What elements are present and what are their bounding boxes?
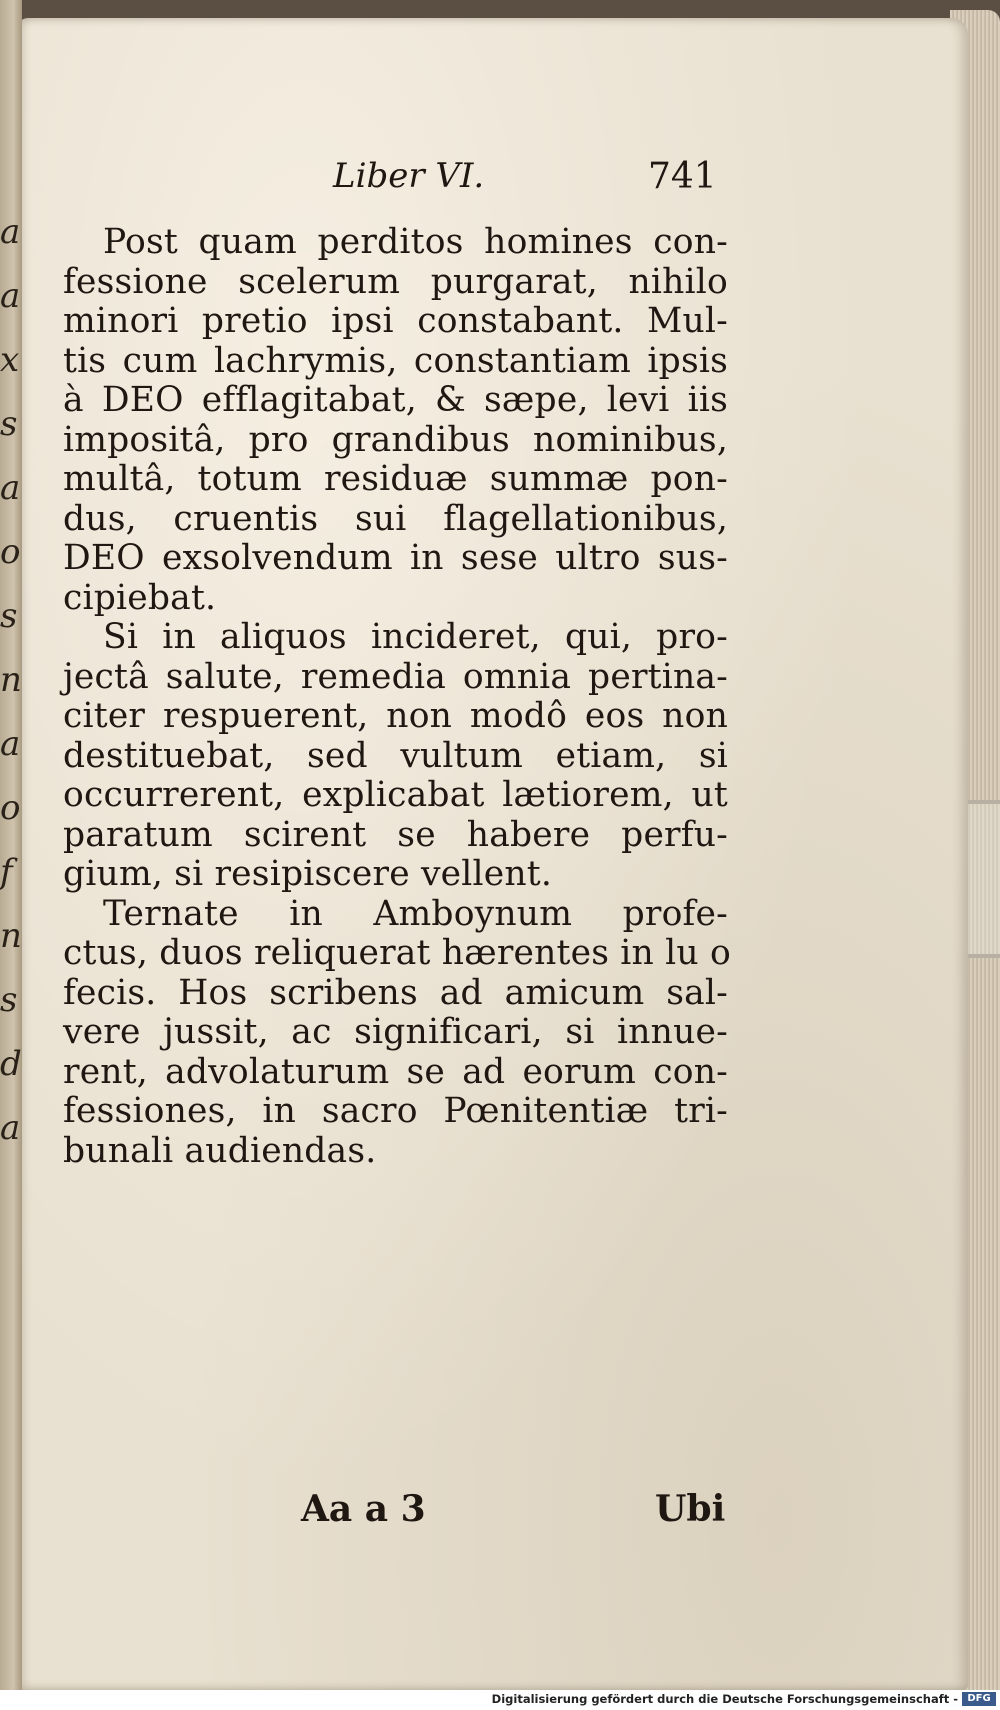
adjacent-page-fragment: s bbox=[0, 980, 18, 1020]
text-line: fecis. Hos scribens ad amicum sal- bbox=[63, 972, 728, 1013]
text-line: bunali audiendas. bbox=[63, 1130, 377, 1171]
adjacent-page-text bbox=[0, 200, 22, 1200]
adjacent-page-fragment: n bbox=[0, 660, 22, 700]
body-text bbox=[63, 222, 731, 1171]
text-line: dus, cruentis sui flagellationibus, bbox=[63, 498, 728, 539]
text-line: jectâ salute, remedia omnia pertina- bbox=[63, 656, 728, 697]
dfg-logo: DFG bbox=[962, 1692, 996, 1706]
text-line: tis cum lachrymis, constantiam ipsis bbox=[63, 340, 728, 381]
adjacent-page-fragment: a bbox=[0, 212, 21, 252]
adjacent-page-fragment: s bbox=[0, 404, 18, 444]
book-page bbox=[18, 18, 968, 1690]
text-line: à DEO efflagitabat, & sæpe, levi iis bbox=[63, 380, 728, 420]
adjacent-page-fragment: n bbox=[0, 916, 22, 956]
text-line: citer respuerent, non modô eos non bbox=[63, 696, 728, 736]
text-line: multâ, totum residuæ summæ pon- bbox=[63, 459, 728, 499]
text-line: occurrerent, explicabat lætiorem, ut bbox=[63, 775, 728, 815]
page-number: 741 bbox=[648, 156, 717, 197]
running-title: Liber VI. bbox=[333, 156, 485, 196]
adjacent-page-fragment: f bbox=[0, 852, 13, 892]
page-header bbox=[18, 156, 968, 206]
text-line: paratum scirent se habere perfu- bbox=[63, 814, 728, 855]
text-line: cipiebat. bbox=[63, 577, 217, 618]
text-line: destituebat, sed vultum etiam, si bbox=[63, 735, 728, 776]
scan-credit: Digitalisierung gefördert durch die Deutsche Forschungsgemeinschaft - bbox=[491, 1692, 958, 1706]
text-line: gium, si resipiscere vellent. bbox=[63, 854, 553, 894]
signature-mark: Aa a 3 bbox=[301, 1488, 426, 1530]
text-line: rent, advolaturum se ad eorum con- bbox=[63, 1051, 728, 1092]
text-line: DEO exsolvendum in sese ultro sus- bbox=[63, 538, 728, 578]
adjacent-page-edge bbox=[0, 0, 22, 1710]
adjacent-page-fragment: s bbox=[0, 596, 18, 636]
adjacent-page-fragment: a bbox=[0, 276, 21, 316]
text-line: fessiones, in sacro Pœnitentiæ tri- bbox=[63, 1091, 728, 1131]
adjacent-page-fragment: a bbox=[0, 724, 21, 764]
adjacent-page-fragment: a bbox=[0, 468, 21, 508]
adjacent-page-fragment: x bbox=[0, 340, 20, 380]
adjacent-page-fragment: o bbox=[0, 532, 21, 572]
adjacent-page-fragment: o bbox=[0, 788, 21, 828]
text-line: impositâ, pro grandibus nominibus, bbox=[63, 419, 728, 460]
text-line: vere jussit, ac significari, si innue- bbox=[63, 1012, 728, 1052]
text-line: Ternate in Amboynum profe- bbox=[103, 893, 728, 934]
text-line: Si in aliquos incideret, qui, pro- bbox=[103, 617, 728, 657]
text-line: ctus, duos reliquerat hærentes in lu o bbox=[63, 933, 731, 973]
adjacent-page-fragment: a bbox=[0, 1108, 21, 1148]
text-line: fessione scelerum purgarat, nihilo bbox=[63, 261, 728, 302]
text-line: minori pretio ipsi constabant. Mul- bbox=[63, 301, 728, 341]
scan-credit-bar bbox=[0, 1690, 1000, 1710]
text-line: Post quam perditos homines con- bbox=[103, 222, 728, 262]
catchword: Ubi bbox=[655, 1488, 726, 1530]
adjacent-page-fragment: d bbox=[0, 1044, 22, 1084]
